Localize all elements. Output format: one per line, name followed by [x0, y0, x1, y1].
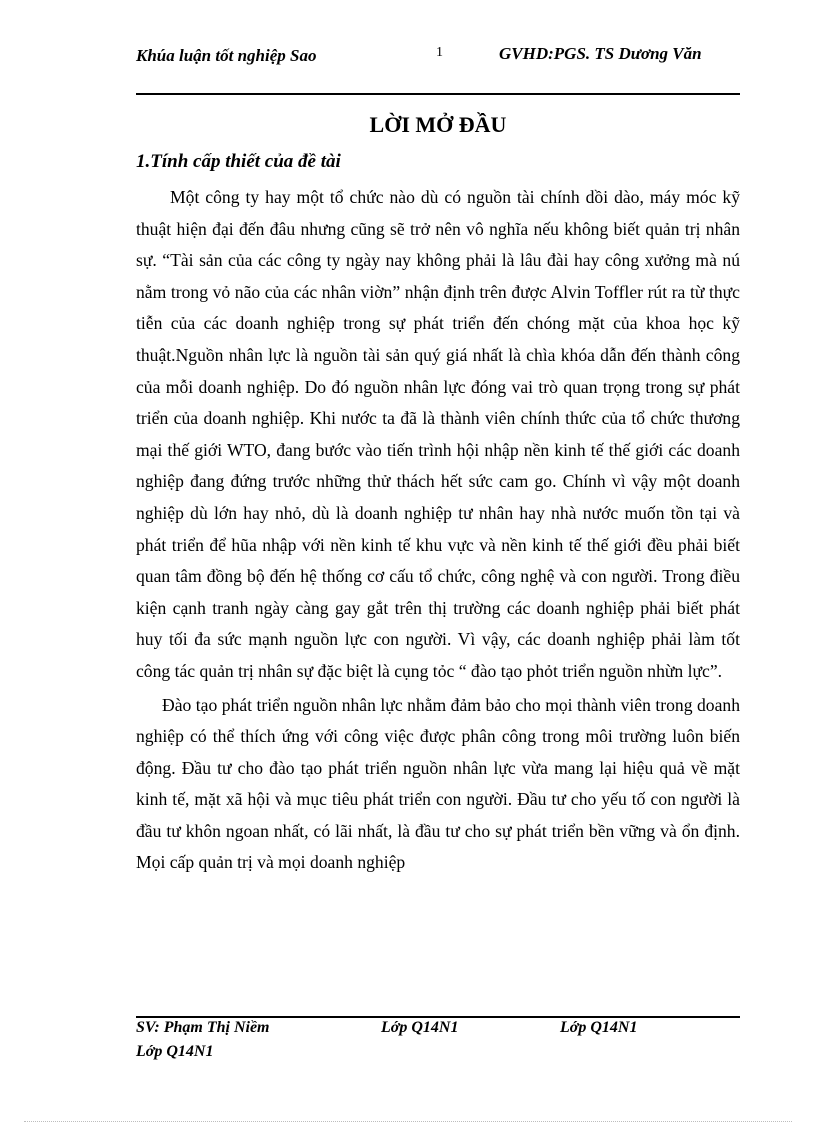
header-thesis-label: Khúa luận tốt nghiệp Sao [136, 46, 317, 65]
header-rule [136, 93, 740, 95]
footer-class: Lớp Q14N1 [136, 1043, 214, 1060]
footer-class: Lớp Q14N1 [381, 1019, 459, 1036]
page-break-line [24, 1121, 792, 1122]
paragraph-1: Một công ty hay một tổ chức nào dù có nguồn tài chính dồi dào, máy móc kỹ thuật hiện đại đến đâu nhưng cũng sẽ trở nên vô nghĩa nếu không biết quản trị nhân sự. “Tài sản của các công ty ngày nay không phải là lâu đài hay công xưởng mà nú nằm trong vỏ não của các nhân viờn” nhận định trên được Alvin Toffler rút ra từ thực tiễn của các doanh nghiệp trong sự phát triển đến chóng mặt của khoa học kỹ thuật.Nguồn nhân lực là nguồn tài sản quý giá nhất là chìa khóa dẫn đến thành công của mỗi doanh nghiệp. Do đó nguồn nhân lực đóng vai trò quan trọng trong sự phát triển của doanh nghiệp. Khi nước ta đã là thành viên chính thức của tổ chức thương mại thế giới WTO, đang bước vào tiến trình hội nhập nền kinh tế thế giới các doanh nghiệp đang đứng trước những thử thách hết sức cam go. Chính vì vậy một doanh nghiệp dù lớn hay nhỏ, dù là doanh nghiệp tư nhân hay nhà nước muốn tồn tại và phát triển để hũa nhập với nền kinh tế khu vực và nền kinh tế thế giới đều phải biết quan tâm đồng bộ đến hệ thống cơ cấu tổ chức, công nghệ và con người. Trong điều kiện cạnh tranh ngày càng gay gắt trên thị trường các doanh nghiệp phải biết phát huy tối đa sức mạnh nguồn lực con người. Vì vậy, các doanh nghiệp phải làm tốt công tác quản trị nhân sự đặc biệt là cụng tỏc “ đào tạo phỏt triển nguồn nhừn lực”. [136, 187, 740, 681]
section-heading: 1.Tính cấp thiết của đề tài [136, 151, 341, 172]
body-text [136, 182, 740, 879]
footer-rule [136, 1016, 740, 1018]
footer-class: Lớp Q14N1 [560, 1019, 638, 1036]
page-number: 1 [436, 45, 443, 60]
page-title: LỜI MỞ ĐẦU [369, 112, 507, 137]
paragraph-2: Đào tạo phát triển nguồn nhân lực nhằm đảm bảo cho mọi thành viên trong doanh nghiệp có thể thích ứng với công việc được phân công trong môi trường luôn biến động. Đầu tư cho đào tạo phát triển nguồn nhân lực vừa mang lại hiệu quả về mặt kinh tế, mặt xã hội và mục tiêu phát triển con người. Đầu tư cho yếu tố con người là đầu tư khôn ngoan nhất, có lãi nhất, là đầu tư cho sự phát triển bền vững và ổn định. Mọi cấp quản trị và mọi doanh nghiệp [136, 694, 740, 873]
header-advisor: GVHD:PGS. TS Dương Văn [499, 44, 702, 63]
footer-student: SV: Phạm Thị Niềm [136, 1019, 270, 1036]
